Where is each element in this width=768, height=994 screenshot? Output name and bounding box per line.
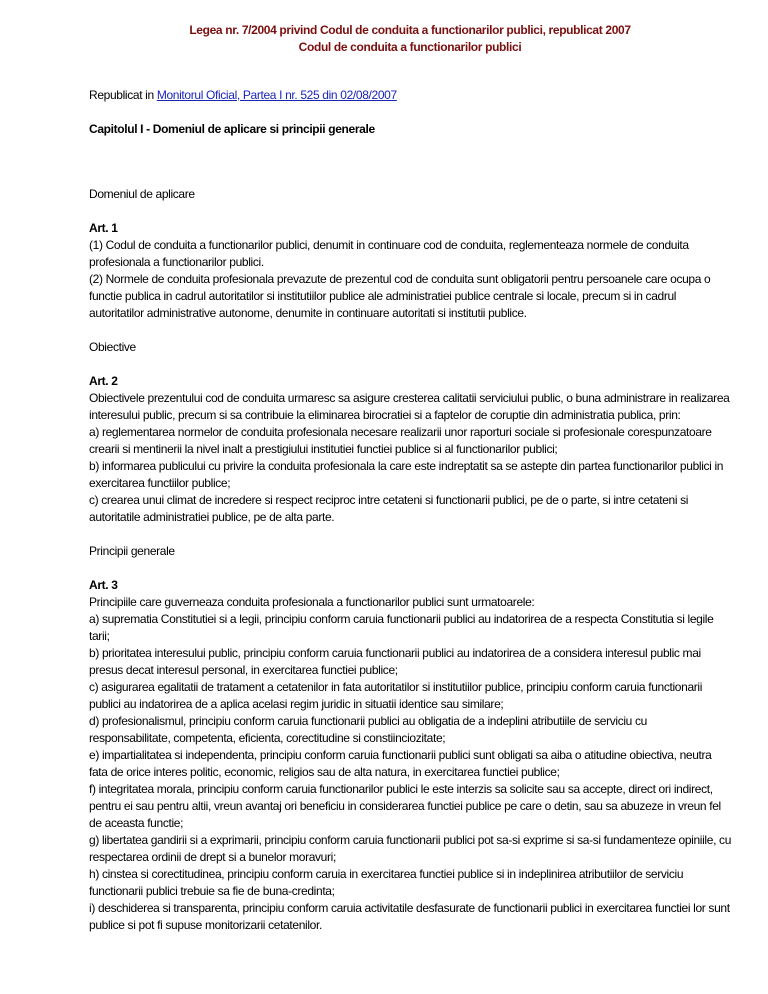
article-paragraph: c) asigurarea egalitatii de tratament a cetatenilor in fata autoritatilor si institutiilor publice, principiu conform caruia functionarii publici au indatorirea de a aplica acelasi regim juridic in situatii identice sau similare; — [89, 680, 703, 711]
article-paragraph: (2) Normele de conduita profesionala prevazute de prezentul cod de conduita sunt obligatorii pentru persoanele care ocupa o functie publica in cadrul autoritatilor si institutiilor publice ale administratiei publice centrale si locale, precum si in cadrul autoritatilor administrative autonome, denumite in continuare autoritati si institutii publice. — [89, 272, 711, 320]
article-title: Art. 1 — [89, 221, 118, 235]
article-paragraph: Principiile care guverneaza conduita profesionala a functionarilor publici sunt urmatoarele: — [89, 595, 535, 609]
republished-note — [89, 87, 731, 104]
section-heading: Principii generale — [89, 544, 175, 558]
article-paragraph: f) integritatea morala, principiu conform caruia functionarilor publici le este interzis sa solicite sau sa accepte, direct ori indirect, pentru ei sau pentru altii, vreun avantaj ori beneficiu in considerarea functiei publice pe care o detin, sau sa abuzeze in vreun fel de aceasta functie; — [89, 782, 721, 830]
document-page — [89, 22, 731, 934]
section-principii — [89, 543, 731, 934]
section-heading: Obiective — [89, 340, 136, 354]
article-paragraph: b) prioritatea interesului public, principiu conform caruia functionarii publici au indatorirea de a considera interesul public mai presus decat interesul personal, in exercitarea functiei publice; — [89, 646, 701, 677]
article-paragraph: c) crearea unui climat de incredere si respect reciproc intre cetateni si functionarii publici, pe de o parte, si intre cetateni si autoritatile administratiei publice, pe de alta parte. — [89, 493, 689, 524]
document-title — [89, 22, 731, 56]
article-paragraph: b) informarea publicului cu privire la conduita profesionala la care este indreptatit sa se astepte din partea functionarilor publici in exercitarea functiilor publice; — [89, 459, 724, 490]
monitorul-oficial-link[interactable]: Monitorul Oficial, Partea I nr. 525 din 02/08/2007 — [156, 88, 397, 102]
title-line-2: Codul de conduita a functionarilor publici — [298, 40, 522, 54]
republished-prefix: Republicat in — [89, 88, 157, 102]
article-paragraph: h) cinstea si corectitudinea, principiu conform caruia in exercitarea functiei publice si in indeplinirea atributiilor de serviciu functionarii publici trebuie sa fie de buna-credinta; — [89, 867, 684, 898]
article-paragraph: a) suprematia Constitutiei si a legii, principiu conform caruia functionarii publici au indatorirea de a respecta Constitutia si legile tarii; — [89, 612, 714, 643]
section-domeniul — [89, 186, 731, 322]
section-obiective — [89, 339, 731, 526]
article-title: Art. 2 — [89, 374, 118, 388]
article-paragraph: g) libertatea gandirii si a exprimarii, principiu conform caruia functionarii publici pot sa-si exprime si sa-si fundamenteze opiniile, cu respectarea ordinii de drept si a bunelor moravuri; — [89, 833, 732, 864]
section-heading: Domeniul de aplicare — [89, 187, 195, 201]
article-paragraph: a) reglementarea normelor de conduita profesionala necesare realizarii unor raporturi sociale si profesionale corespunzatoare crearii si mentinerii la nivel inalt a prestigiului institutiei functiei publice si al functionarilor publici; — [89, 425, 712, 456]
article-paragraph: (1) Codul de conduita a functionarilor publici, denumit in continuare cod de conduita, reglementeaza normele de conduita profesionala a functionarilor publici. — [89, 238, 689, 269]
article-paragraph: d) profesionalismul, principiu conform caruia functionarii publici au obligatia de a indeplini atributiile de serviciu cu responsabilitate, competenta, eficienta, corectitudine si constiinciozitate; — [89, 714, 647, 745]
article-paragraph: e) impartialitatea si independenta, principiu conform caruia functionarii publici sunt obligati sa aiba o atitudine obiectiva, neutra fata de orice interes politic, economic, religios sau de alta natura, in exercitarea functiei publice; — [89, 748, 712, 779]
article-paragraph: i) deschiderea si transparenta, principiu conform caruia activitatile desfasurate de functionarii publici in exercitarea functiei lor sunt publice si pot fi supuse monitorizarii cetatenilor. — [89, 901, 730, 932]
chapter-heading: Capitolul I - Domeniul de aplicare si principii generale — [89, 122, 375, 136]
article-paragraph: Obiectivele prezentului cod de conduita urmaresc sa asigure cresterea calitatii serviciului public, o buna administrare in realizarea interesului public, precum si sa contribuie la eliminarea birocratiei si a faptelor de coruptie din administratia publica, prin: — [89, 391, 730, 422]
title-line-1: Legea nr. 7/2004 privind Codul de conduita a functionarilor publici, republicat 2007 — [189, 23, 631, 37]
article-title: Art. 3 — [89, 578, 118, 592]
